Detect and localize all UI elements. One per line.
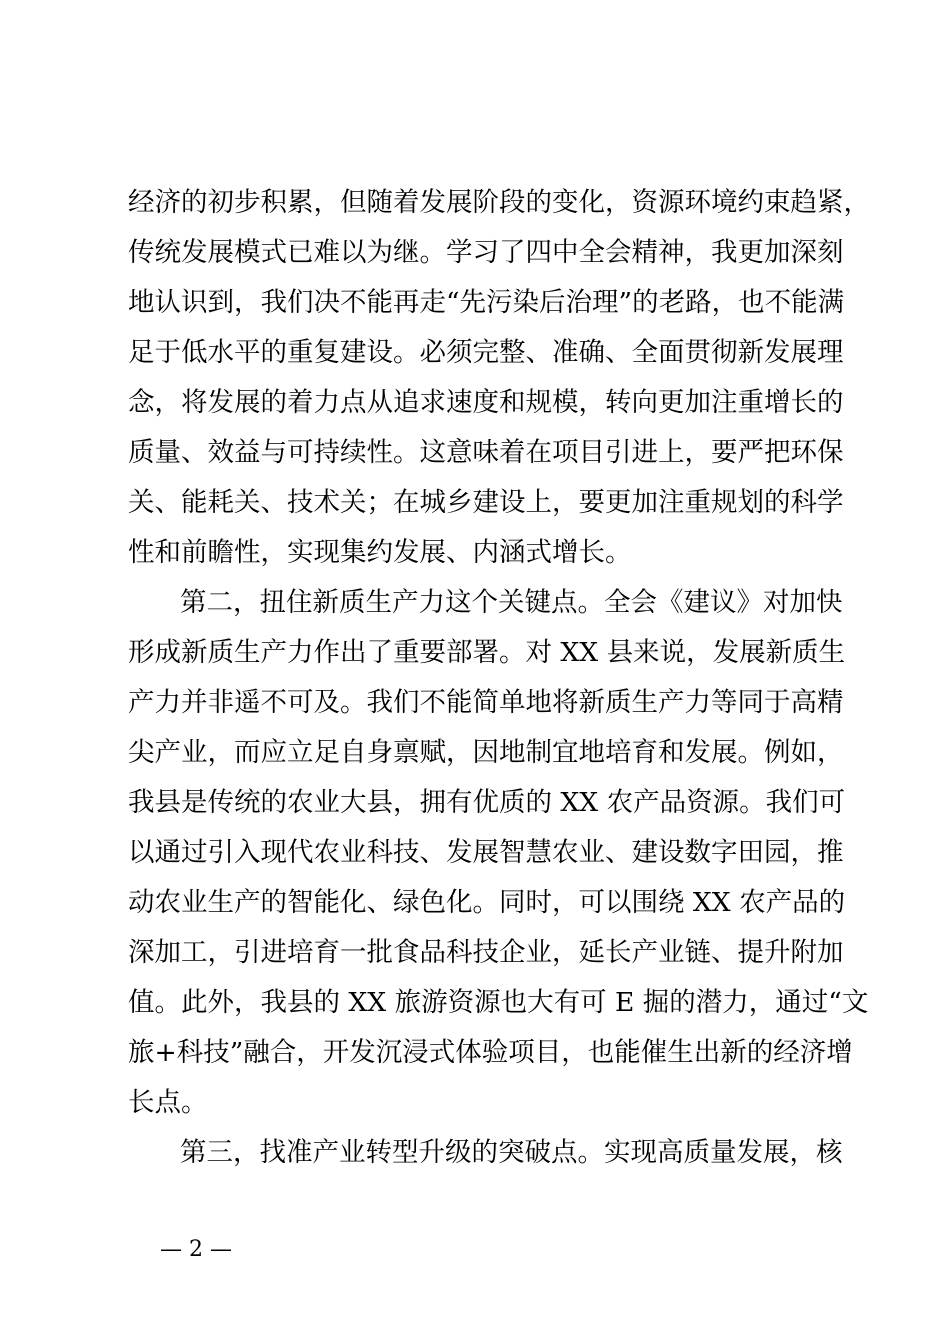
text-line: 经济的初步积累，但随着发展阶段的变化，资源环境约束趋紧， [128, 187, 870, 218]
text-line: 质量、效益与可持续性。这意味着在项目引进上，要严把环保 [128, 437, 844, 468]
text-line: 关、能耗关、技术关；在城乡建设上，要更加注重规划的科学 [128, 487, 844, 518]
page-number: — 2 — [160, 1237, 232, 1262]
text-line: 足于低水平的重复建设。必须完整、准确、全面贯彻新发展理 [128, 337, 844, 368]
text-line: 我县是传统的农业大县，拥有优质的 XX 农产品资源。我们可 [128, 787, 846, 818]
text-line: 尖产业，而应立足自身禀赋，因地制宜地培育和发展。例如， [128, 737, 844, 768]
text-line: 产力并非遥不可及。我们不能简单地将新质生产力等同于高精 [128, 687, 844, 718]
text-line: 念，将发展的着力点从追求速度和规模，转向更加注重增长的 [128, 387, 844, 418]
paragraph-start-line: 第二，扭住新质生产力这个关键点。全会《建议》对加快 [180, 587, 843, 618]
body-text [128, 178, 870, 1178]
text-line: 动农业生产的智能化、绿色化。同时，可以围绕 XX 农产品的 [128, 887, 846, 918]
text-line: 传统发展模式已难以为继。学习了四中全会精神，我更加深刻 [128, 237, 844, 268]
text-line: 地认识到，我们决不能再走“先污染后治理”的老路，也不能满 [128, 287, 845, 318]
text-line: 长点。 [128, 1087, 208, 1118]
text-line: 值。此外，我县的 XX 旅游资源也大有可 E 掘的潜力，通过“文 [128, 987, 869, 1018]
text-line: 性和前瞻性，实现集约发展、内涵式增长。 [128, 537, 632, 568]
text-line: 深加工，引进培育一批食品科技企业，延长产业链、提升附加 [128, 937, 844, 968]
text-line: 以通过引入现代农业科技、发展智慧农业、建设数字田园，推 [128, 837, 844, 868]
paragraph-start-line: 第三，找准产业转型升级的突破点。实现高质量发展，核 [180, 1137, 843, 1168]
text-line: 旅+科技”融合，开发沉浸式体验项目，也能催生出新的经济增 [128, 1037, 853, 1068]
text-line: 形成新质生产力作出了重要部署。对 XX 县来说，发展新质生 [128, 637, 846, 668]
